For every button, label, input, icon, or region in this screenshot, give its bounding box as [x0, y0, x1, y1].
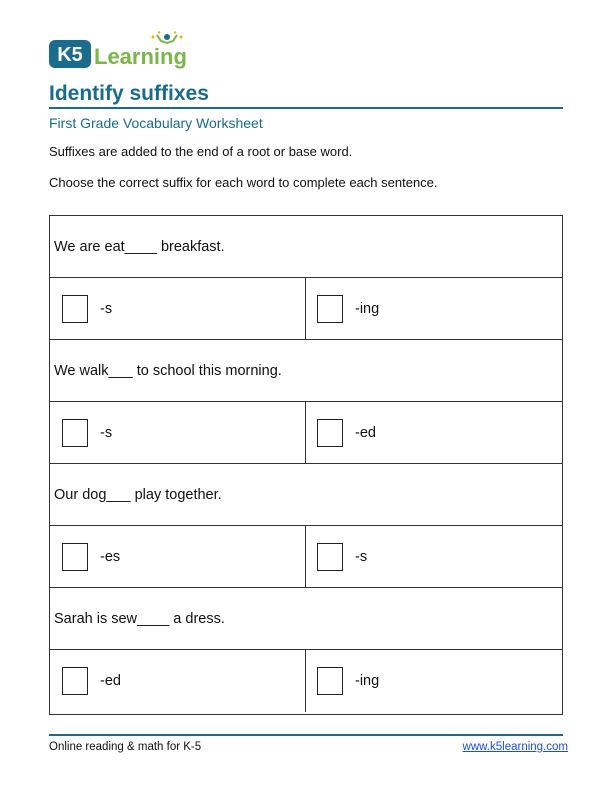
option-label: -ing — [355, 673, 380, 689]
option-label: -ed — [355, 424, 376, 441]
answer-option — [50, 278, 306, 339]
answer-checkbox[interactable] — [62, 543, 88, 571]
answer-checkbox[interactable] — [62, 295, 88, 323]
exercise-table — [49, 215, 563, 715]
answer-option — [306, 278, 562, 339]
answer-checkbox[interactable] — [317, 543, 343, 571]
option-label: -ed — [100, 673, 121, 689]
logo-learning-text: Learning — [94, 44, 187, 69]
question-sentence: We are eat____ breakfast. — [54, 238, 225, 255]
answer-checkbox[interactable] — [62, 667, 88, 695]
answer-option — [50, 526, 306, 587]
question-sentence: Sarah is sew____ a dress. — [54, 610, 225, 627]
options-row — [50, 526, 562, 588]
k5-learning-logo — [49, 31, 199, 73]
options-row — [50, 402, 562, 464]
question-row — [50, 340, 562, 402]
logo-k5-text: K5 — [57, 44, 83, 66]
option-label: -ing — [355, 300, 380, 317]
answer-option — [50, 650, 306, 712]
option-label: -s — [100, 424, 113, 441]
question-row — [50, 464, 562, 526]
answer-checkbox[interactable] — [317, 667, 343, 695]
footer-tagline: Online reading & math for K-5 — [49, 741, 202, 753]
option-label: -s — [100, 300, 113, 317]
footer-divider — [49, 734, 563, 736]
title-divider — [49, 107, 563, 109]
question-sentence: We walk___ to school this morning. — [54, 362, 282, 379]
options-row — [50, 650, 562, 712]
footer-website-link[interactable]: www.k5learning.com — [462, 741, 568, 753]
star-figure-icon — [152, 31, 183, 43]
worksheet-title: Identify suffixes — [49, 82, 209, 105]
question-row — [50, 216, 562, 278]
answer-option — [306, 650, 562, 712]
question-sentence: Our dog___ play together. — [54, 486, 222, 503]
instruction-text: Choose the correct suffix for each word to complete each sentence. — [49, 175, 438, 190]
answer-option — [306, 402, 562, 463]
answer-checkbox[interactable] — [317, 295, 343, 323]
answer-checkbox[interactable] — [317, 419, 343, 447]
answer-option — [50, 402, 306, 463]
options-row — [50, 278, 562, 340]
answer-option — [306, 526, 562, 587]
option-label: -es — [100, 548, 121, 565]
worksheet-subtitle: First Grade Vocabulary Worksheet — [49, 115, 263, 131]
answer-checkbox[interactable] — [62, 419, 88, 447]
option-label: -s — [355, 548, 368, 565]
instruction-text: Suffixes are added to the end of a root or base word. — [49, 144, 353, 159]
question-row — [50, 588, 562, 650]
